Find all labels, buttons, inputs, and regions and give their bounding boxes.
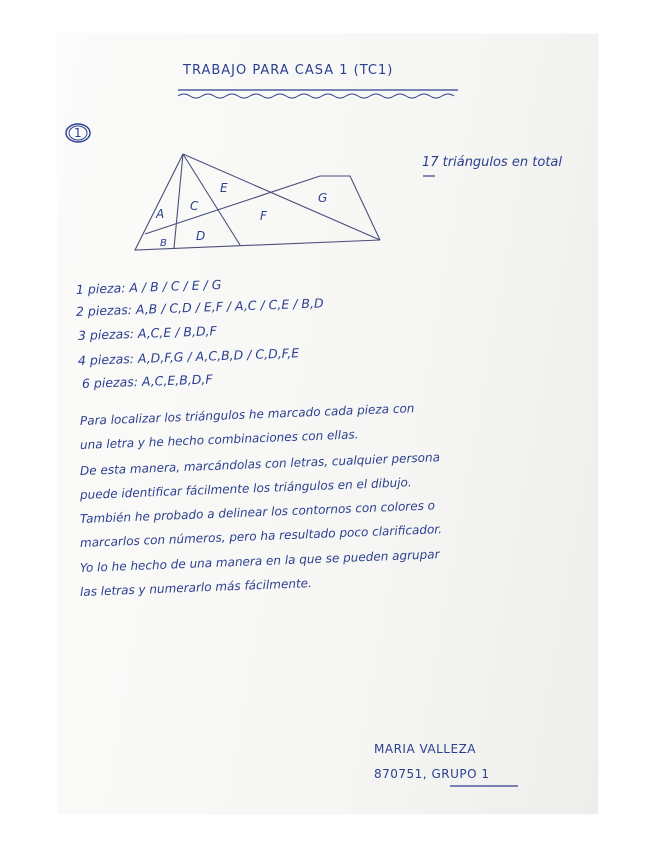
explanation-line: puede identificar fácilmente los triángulos en el dibujo. xyxy=(79,475,412,502)
figure-label-a: A xyxy=(156,207,165,221)
explanation-line: marcarlos con números, pero ha resultado poco clarificador. xyxy=(79,522,443,550)
page-title: TRABAJO PARA CASA 1 (TC1) xyxy=(183,63,394,78)
pieces-line: 1 pieza: A / B / C / E / G xyxy=(75,276,222,297)
figure-label-b: B xyxy=(160,238,167,249)
explanation-line: una letra y he hecho combinaciones con ellas. xyxy=(79,427,359,452)
pieces-line: 6 piezas: A,C,E,B,D,F xyxy=(81,371,213,391)
pieces-line: 3 piezas: A,C,E / B,D,F xyxy=(77,323,217,343)
figure-label-e: E xyxy=(220,181,228,195)
signature-underline xyxy=(450,784,518,788)
explanation-line: Yo lo he hecho de una manera en la que se pueden agrupar xyxy=(79,547,440,575)
explanation-line: las letras y numerarlo más fácilmente. xyxy=(79,576,313,599)
explanation-line: También he probado a delinear los contornos con colores o xyxy=(79,498,436,526)
figure-label-f: F xyxy=(260,209,267,223)
explanation-line: Para localizar los triángulos he marcado cada pieza con xyxy=(79,401,415,428)
total-underline xyxy=(423,174,435,180)
pieces-line: 2 piezas: A,B / C,D / E,F / A,C / C,E / B,D xyxy=(75,295,324,319)
figure-label-c: C xyxy=(190,199,199,213)
figure-label-d: D xyxy=(196,229,206,243)
explanation-line: De esta manera, marcándolas con letras, cualquier persona xyxy=(79,450,441,478)
exercise-number: 1 xyxy=(74,126,82,140)
figure-label-g: G xyxy=(318,191,328,205)
triangle-figure xyxy=(130,152,385,252)
total-triangles-note: 17 triángulos en total xyxy=(422,155,562,170)
signature-id-group: 870751, GRUPO 1 xyxy=(374,767,490,781)
signature-name: MARIA VALLEZA xyxy=(374,742,476,756)
title-wavy-underline xyxy=(176,88,460,100)
pieces-line: 4 piezas: A,D,F,G / A,C,B,D / C,D,F,E xyxy=(77,345,300,368)
